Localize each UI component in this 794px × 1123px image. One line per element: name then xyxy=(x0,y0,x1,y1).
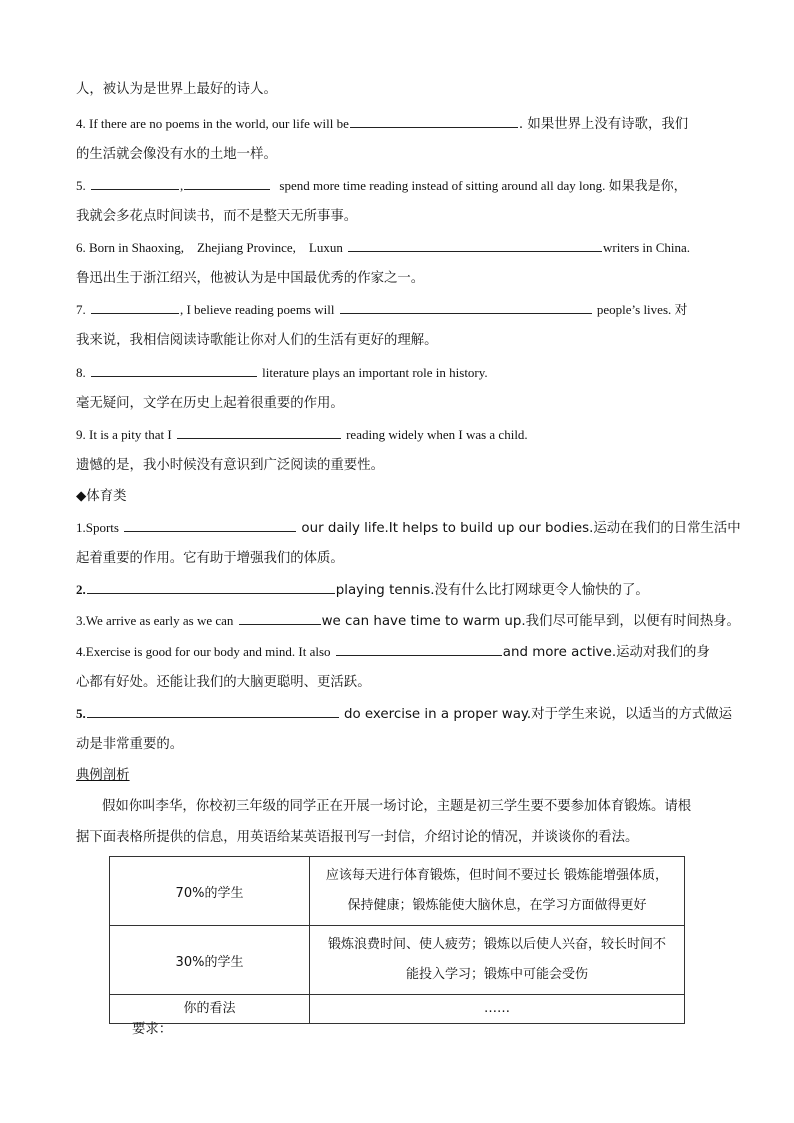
table-cell: 70%的学生 xyxy=(110,857,310,926)
table-cell: …… xyxy=(310,995,685,1024)
blank-line[interactable] xyxy=(91,300,179,314)
sports-4: 4.Exercise is good for our body and mind. It also and more active.运动对我们的身 xyxy=(76,644,710,660)
exercise-7: 7. , I believe reading poems will people’s lives. 对 xyxy=(76,302,688,317)
blank-line[interactable] xyxy=(239,611,321,625)
blank-line[interactable] xyxy=(124,518,296,532)
blank-line[interactable] xyxy=(87,580,335,594)
text-line: 遗憾的是，我小时候没有意识到广泛阅读的重要性。 xyxy=(76,458,384,473)
blank-line[interactable] xyxy=(336,642,502,656)
sports-5: 5. do exercise in a proper way.对于学生来说，以适当的方式做运 xyxy=(76,706,733,722)
blank-line[interactable] xyxy=(87,704,339,718)
text-line: 的生活就会像没有水的土地一样。 xyxy=(76,147,277,162)
text-line: 毫无疑问，文学在历史上起着很重要的作用。 xyxy=(76,396,344,411)
text-line: 人，被认为是世界上最好的诗人。 xyxy=(76,82,277,97)
table-cell: 你的看法 xyxy=(110,995,310,1024)
blank-line[interactable] xyxy=(348,238,602,252)
section-heading-example: 典例剖析 xyxy=(76,768,130,783)
sports-3: 3.We arrive as early as we can we can have time to warm up.我们尽可能早到，以便有时间热身。 xyxy=(76,613,740,629)
table-cell: 应该每天进行体育锻炼，但时间不要过长 锻炼能增强体质， 保持健康；锻炼能使大脑休息，在学习方面做得更好 xyxy=(310,857,685,926)
exercise-5: 5. , spend more time reading instead of sitting around all day long. 如果我是你， xyxy=(76,178,687,193)
text-line: 动是非常重要的。 xyxy=(76,737,184,752)
exercise-6: 6. Born in Shaoxing, Zhejiang Province, Luxun writers in China. xyxy=(76,240,691,255)
requirements-label: 要求： xyxy=(132,1022,173,1037)
text-line: 心都有好处。还能让我们的大脑更聪明、更活跃。 xyxy=(76,675,371,690)
blank-line[interactable] xyxy=(91,176,179,190)
exercise-4: 4. If there are no poems in the world, our life will be . 如果世界上没有诗歌，我们 xyxy=(76,116,689,132)
text-line: 起着重要的作用。它有助于增强我们的体质。 xyxy=(76,551,344,566)
text-line: 鲁迅出生于浙江绍兴，他被认为是中国最优秀的作家之一。 xyxy=(76,271,425,286)
sports-1: 1.Sports our daily life.It helps to build up our bodies.运动在我们的日常生活中 xyxy=(76,520,741,536)
table-cell: 30%的学生 xyxy=(110,926,310,995)
text-line: 我来说，我相信阅读诗歌能让你对人们的生活有更好的理解。 xyxy=(76,333,438,348)
sports-2: 2. playing tennis.没有什么比打网球更令人愉快的了。 xyxy=(76,582,649,598)
table-row xyxy=(110,926,685,995)
blank-line[interactable] xyxy=(350,114,518,128)
exercise-8: 8. literature plays an important role in history. xyxy=(76,365,488,380)
prompt-line-1: 假如你叫李华，你校初三年级的同学正在开展一场讨论，主题是初三学生要不要参加体育锻炼。请根 xyxy=(102,799,692,814)
info-table xyxy=(109,856,685,1024)
section-heading-sports: ◆体育类 xyxy=(76,489,127,504)
blank-line[interactable] xyxy=(340,300,592,314)
exercise-9: 9. It is a pity that I reading widely when I was a child. xyxy=(76,427,528,442)
text-line: 我就会多花点时间读书，而不是整天无所事事。 xyxy=(76,209,358,224)
table-cell: 锻炼浪费时间、使人疲劳；锻炼以后使人兴奋，较长时间不 能投入学习；锻炼中可能会受伤 xyxy=(310,926,685,995)
prompt-line-2: 据下面表格所提供的信息，用英语给某英语报刊写一封信，介绍讨论的情况，并谈谈你的看法。 xyxy=(76,830,639,845)
blank-line[interactable] xyxy=(177,425,341,439)
table-row xyxy=(110,995,685,1024)
blank-line[interactable] xyxy=(184,176,270,190)
table-row xyxy=(110,857,685,926)
blank-line[interactable] xyxy=(91,363,257,377)
